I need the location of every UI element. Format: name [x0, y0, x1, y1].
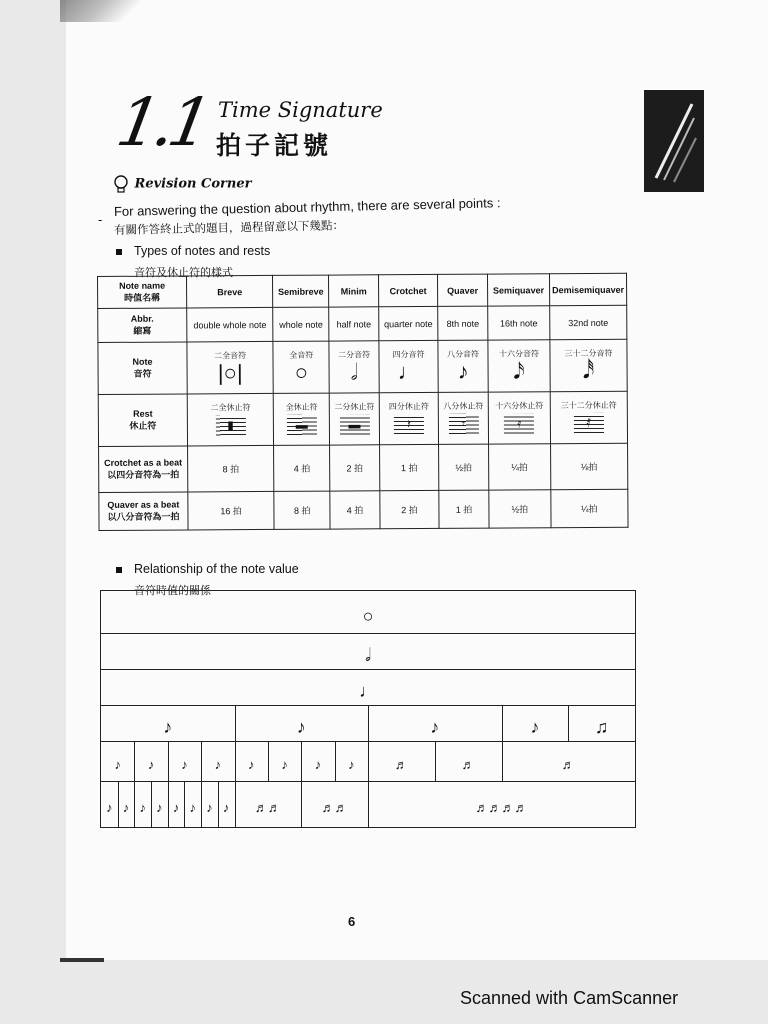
- intro-zh: 有關作答終止式的題目，過程留意以下幾點：: [113, 220, 345, 237]
- tree-note-icon: ♬: [561, 757, 575, 772]
- tree-row-divider: [101, 633, 635, 634]
- note-cell: 四分音符 ♩: [379, 340, 439, 392]
- col-semiquaver: Semiquaver: [487, 274, 549, 306]
- semiquaver-note-icon: 𝅘𝅥𝅯: [513, 358, 525, 384]
- row-note-label: Note 音符: [98, 342, 187, 395]
- scan-edge-mark: [60, 958, 104, 962]
- baton-icon: [650, 98, 698, 184]
- beat-cell: 4 拍: [330, 491, 380, 529]
- note-cell: 全音符 ○: [273, 341, 329, 393]
- tree-note-icon: ○: [362, 606, 374, 626]
- tree-note-icon: ♩: [359, 681, 377, 701]
- camscanner-watermark: Scanned with CamScanner: [460, 988, 679, 1008]
- rest-cell: 十六分休止符 𝄿: [488, 392, 550, 444]
- beat-cell: 2 拍: [380, 490, 439, 528]
- revision-corner-label: Revision Corner: [134, 176, 252, 192]
- tree-note-icon: ♪: [122, 800, 130, 815]
- tree-note-icon: ♪: [314, 757, 322, 772]
- demisemiquaver-note-icon: 𝅘𝅥𝅰: [582, 357, 595, 384]
- note-cell: 二分音符 𝅗𝅥: [329, 341, 379, 393]
- tree-note-icon: ♪: [114, 757, 121, 772]
- chapter-tab: [644, 90, 704, 192]
- col-breve: Breve: [187, 275, 274, 308]
- row-quaver-beat-label: Quaver as a beat 以八分音符為一拍: [99, 492, 188, 531]
- beat-cell: ¼拍: [488, 444, 550, 490]
- tree-note-icon: ♬♬♬♬: [475, 800, 528, 815]
- crotchet-rest-icon: 𝄽: [407, 417, 411, 432]
- tree-note-icon: ♬: [394, 757, 408, 772]
- abbr-cell: 32nd note: [550, 305, 627, 339]
- semibreve-note-icon: ○: [294, 359, 309, 385]
- tree-note-icon: ♬♬: [254, 800, 281, 815]
- beat-cell: ¼拍: [551, 489, 628, 527]
- revision-corner: [112, 174, 251, 194]
- abbr-cell: whole note: [273, 307, 329, 341]
- tree-note-icon: ♪: [189, 800, 197, 815]
- tree-note-icon: ♪: [214, 757, 222, 772]
- tree-note-icon: ♪: [147, 757, 155, 772]
- col-demisemiquaver: Demisemiquaver: [549, 273, 626, 305]
- rest-cell: 三十二分休止符 𝅀: [550, 391, 627, 443]
- beat-cell: ½拍: [439, 444, 489, 490]
- tree-note-icon: ♪: [172, 800, 180, 815]
- semiquaver-rest-icon: 𝄿: [517, 416, 522, 431]
- bullet-relationship-zh: 音符時值的關係: [134, 585, 211, 597]
- rest-cell: 二分休止符 ▬: [329, 393, 379, 445]
- demisemiquaver-rest-icon: 𝅀: [586, 415, 592, 431]
- row-crotchet-beat-label: Crotchet as a beat 以四分音符為一拍: [99, 446, 188, 493]
- tree-note-icon: ♪: [156, 800, 163, 815]
- bullet-square-icon: [116, 567, 122, 573]
- col-crotchet: Crotchet: [378, 274, 437, 306]
- rest-cell: 全休止符 ▬: [274, 393, 330, 445]
- minim-note-icon: 𝅗𝅥: [350, 359, 358, 385]
- abbr-cell: 16th note: [488, 306, 550, 340]
- quaver-note-icon: ♪: [457, 358, 469, 384]
- tree-note-icon: ♪: [139, 800, 146, 815]
- dash-mark: -: [98, 212, 103, 227]
- note-cell: 二全音符 |○|: [187, 341, 274, 394]
- col-semibreve: Semibreve: [273, 275, 329, 307]
- tree-note-icon: ♪: [247, 757, 255, 772]
- breve-rest-icon: ▮: [227, 418, 234, 433]
- abbr-cell: double whole note: [187, 307, 274, 342]
- breve-note-icon: |○|: [217, 360, 243, 386]
- beat-cell: 1 拍: [380, 444, 439, 490]
- beat-cell: ⅛拍: [550, 443, 627, 489]
- section-title-zh: 拍子記號: [216, 132, 333, 160]
- col-minim: Minim: [329, 275, 379, 307]
- tree-note-icon: ♪: [430, 717, 440, 737]
- col-quaver: Quaver: [438, 274, 488, 306]
- quaver-rest-icon: 𝄾: [461, 416, 466, 431]
- beat-cell: 4 拍: [274, 445, 330, 491]
- note-value-tree: [100, 590, 636, 828]
- tree-note-icon: 𝅗𝅥: [365, 645, 371, 665]
- crotchet-note-icon: ♩: [397, 359, 420, 385]
- beat-cell: ½拍: [489, 490, 551, 528]
- tree-note-icon: ♪: [106, 800, 113, 815]
- beat-cell: 16 拍: [188, 491, 275, 530]
- tree-row-divider: [101, 669, 635, 670]
- semibreve-rest-icon: ▬: [295, 417, 308, 432]
- minim-rest-icon: ▬: [348, 417, 361, 432]
- tree-note-icon: ♪: [222, 800, 230, 815]
- row-abbr-label: Abbr. 縮寫: [98, 308, 187, 343]
- beat-cell: 8 拍: [274, 491, 330, 529]
- note-types-table: [97, 273, 629, 531]
- abbr-cell: 8th note: [438, 306, 488, 340]
- table-header-label: Note name 時值名稱: [98, 276, 187, 309]
- scan-corner-shadow: [60, 0, 150, 22]
- tree-note-icon: ♪: [296, 717, 306, 737]
- tree-note-icon: ♪: [281, 757, 288, 772]
- row-rest-label: Rest 休止符: [98, 394, 187, 447]
- rest-cell: 四分休止符 𝄽: [379, 392, 439, 444]
- beat-cell: 1 拍: [439, 490, 489, 528]
- note-cell: 三十二分音符 𝅘𝅥𝅰: [550, 339, 627, 391]
- tree-note-icon: ♪: [206, 800, 213, 815]
- tree-note-icon: ♪: [530, 717, 540, 737]
- lightbulb-icon: [112, 174, 130, 194]
- section-number: 1.1: [111, 84, 212, 161]
- tree-note-icon: ♪: [163, 717, 173, 737]
- beat-cell: 2 拍: [330, 445, 380, 491]
- abbr-cell: half note: [329, 307, 379, 341]
- beat-cell: 8 拍: [188, 445, 275, 492]
- bullet-square-icon: [116, 249, 122, 255]
- tree-note-icon: ♬: [461, 757, 475, 772]
- bullet-relationship: Relationship of the note value: [116, 562, 299, 576]
- rest-cell: 二全休止符 ▮: [187, 393, 274, 446]
- section-title-en: Time Signature: [218, 98, 383, 122]
- bullet-types-zh: 音符及休止符的樣式: [134, 267, 233, 279]
- note-cell: 十六分音符 𝅘𝅥𝅯: [488, 340, 550, 392]
- tree-note-icon: ♫: [594, 717, 609, 737]
- intro-en: For answering the question about rhythm, there are several points :: [113, 195, 501, 219]
- abbr-cell: quarter note: [379, 306, 438, 340]
- rest-cell: 八分休止符 𝄾: [438, 392, 488, 444]
- tree-note-icon: ♪: [348, 757, 355, 772]
- bullet-types: Types of notes and rests: [116, 244, 270, 258]
- note-cell: 八分音符 ♪: [438, 340, 488, 392]
- tree-note-icon: ♬♬: [321, 800, 348, 815]
- tree-note-icon: ♪: [181, 757, 188, 772]
- page-number: 6: [348, 914, 356, 929]
